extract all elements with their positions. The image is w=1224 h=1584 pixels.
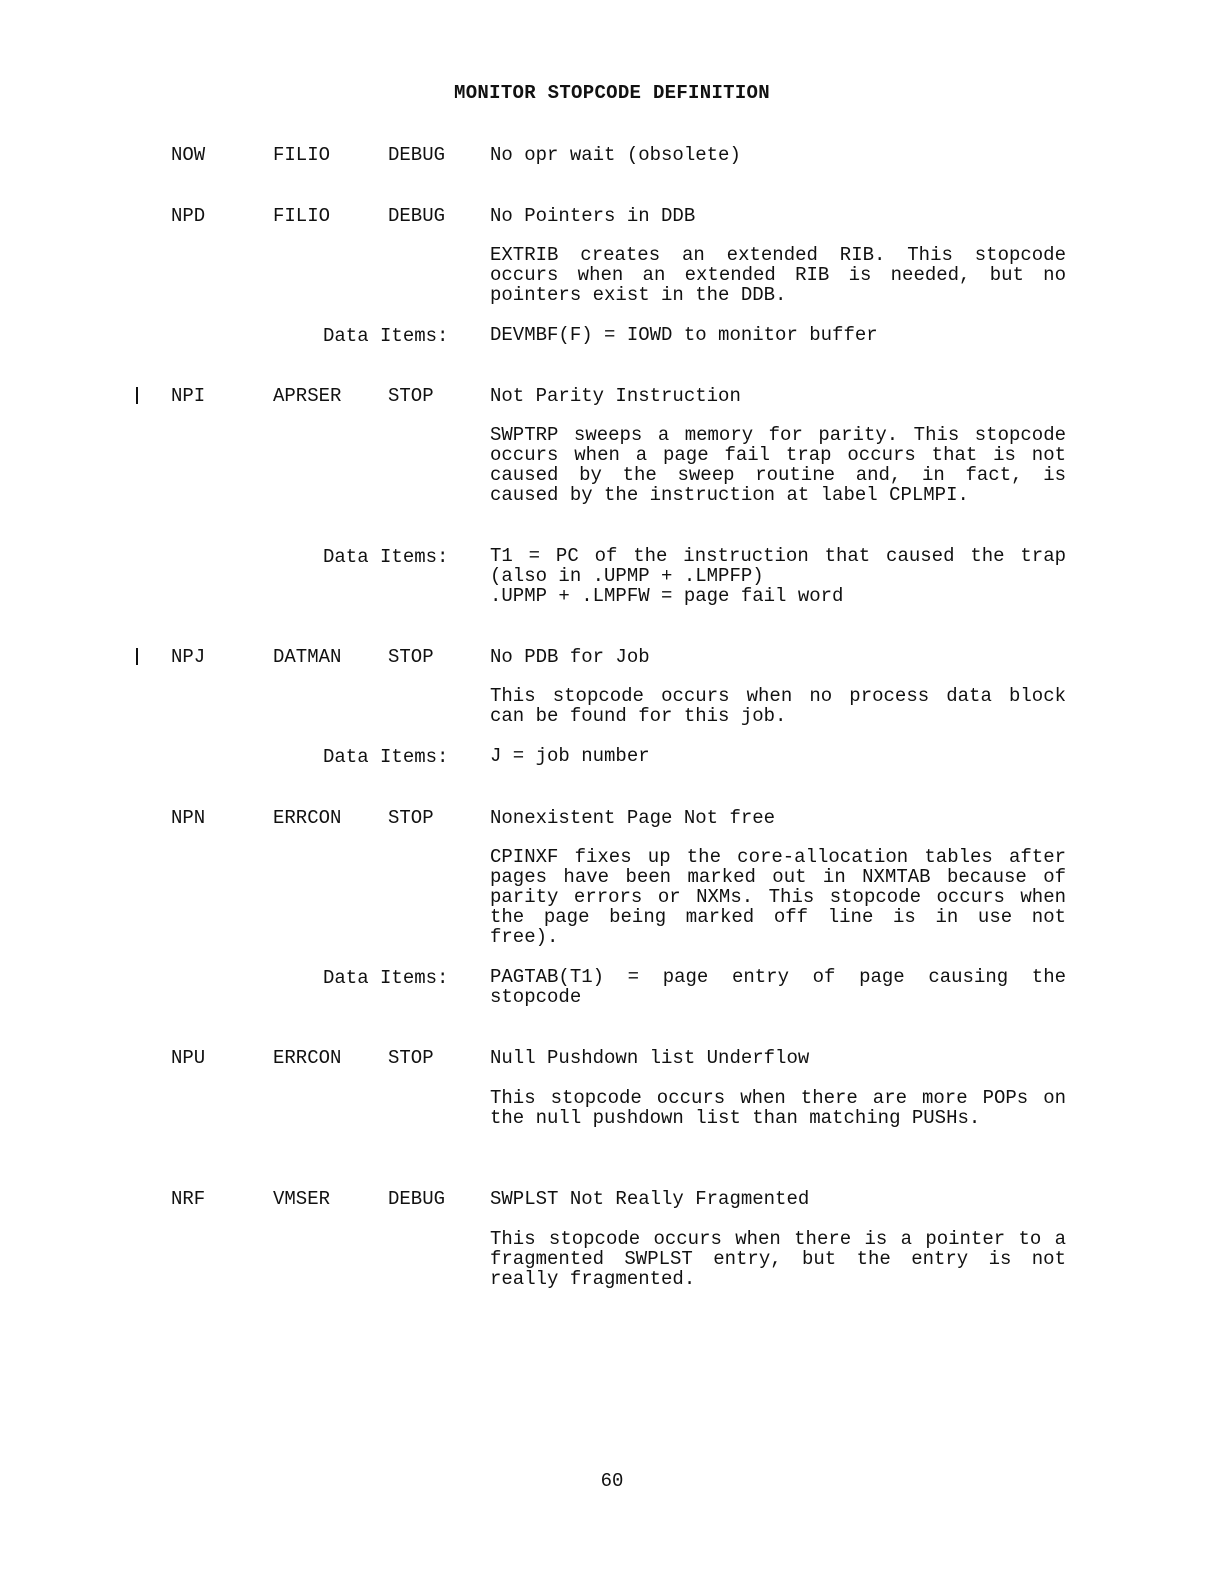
stopcode-severity: STOP (388, 385, 434, 407)
change-bar (136, 648, 138, 665)
stopcode-description: This stopcode occurs when there are more POPs on the null pushdown list than matching PUSHs. (490, 1087, 1066, 1129)
data-items-label: Data Items: (323, 546, 449, 568)
stopcode-name: Null Pushdown list Underflow (490, 1047, 810, 1069)
stopcode-module: VMSER (273, 1188, 331, 1210)
stopcode-name: No Pointers in DDB (490, 205, 696, 227)
stopcode-name: No opr wait (obsolete) (490, 144, 741, 166)
stopcode-description: CPINXF fixes up the core-allocation tables after pages have been marked out in NXMTAB because of parity errors or NXMs. This stopcode occurs when the page being marked off line is in use not free). (490, 846, 1066, 948)
stopcode-description: EXTRIB creates an extended RIB. This stopcode occurs when an extended RIB is needed, but no pointers exist in the DDB. (490, 244, 1066, 306)
data-items-label: Data Items: (323, 746, 449, 768)
stopcode-severity: STOP (388, 1047, 434, 1069)
change-bar (136, 387, 138, 404)
stopcode-severity: STOP (388, 646, 434, 668)
stopcode-name: Not Parity Instruction (490, 385, 741, 407)
stopcode-severity: DEBUG (388, 1188, 446, 1210)
data-items-label: Data Items: (323, 967, 449, 989)
stopcode-severity: DEBUG (388, 205, 446, 227)
stopcode-name: SWPLST Not Really Fragmented (490, 1188, 810, 1210)
data-items-text: DEVMBF(F) = IOWD to monitor buffer (490, 324, 878, 346)
stopcode-code: NPJ (171, 646, 206, 668)
data-items-text: J = job number (490, 745, 650, 767)
page-number: 60 (600, 1470, 624, 1492)
data-items-text: PAGTAB(T1) = page entry of page causing the stopcode (490, 966, 1066, 1008)
stopcode-name: No PDB for Job (490, 646, 650, 668)
stopcode-code: NOW (171, 144, 206, 166)
stopcode-code: NRF (171, 1188, 206, 1210)
stopcode-severity: DEBUG (388, 144, 446, 166)
stopcode-module: DATMAN (273, 646, 342, 668)
page-title: MONITOR STOPCODE DEFINITION (454, 82, 770, 104)
stopcode-module: FILIO (273, 144, 331, 166)
stopcode-code: NPN (171, 807, 206, 829)
stopcode-module: ERRCON (273, 807, 342, 829)
stopcode-code: NPD (171, 205, 206, 227)
stopcode-description: This stopcode occurs when no process data block can be found for this job. (490, 685, 1066, 727)
data-items-label: Data Items: (323, 325, 449, 347)
stopcode-description: This stopcode occurs when there is a pointer to a fragmented SWPLST entry, but the entry is not really fragmented. (490, 1228, 1066, 1290)
stopcode-code: NPU (171, 1047, 206, 1069)
stopcode-module: FILIO (273, 205, 331, 227)
stopcode-severity: STOP (388, 807, 434, 829)
data-items-text-2: .UPMP + .LMPFW = page fail word (490, 585, 844, 607)
stopcode-module: ERRCON (273, 1047, 342, 1069)
stopcode-name: Nonexistent Page Not free (490, 807, 776, 829)
stopcode-module: APRSER (273, 385, 342, 407)
stopcode-description: SWPTRP sweeps a memory for parity. This stopcode occurs when a page fail trap occurs that is not caused by the sweep routine and, in fact, is caused by the instruction at label CPLMPI. (490, 424, 1066, 506)
data-items-text: T1 = PC of the instruction that caused the trap (also in .UPMP + .LMPFP) (490, 545, 1066, 587)
stopcode-code: NPI (171, 385, 206, 407)
